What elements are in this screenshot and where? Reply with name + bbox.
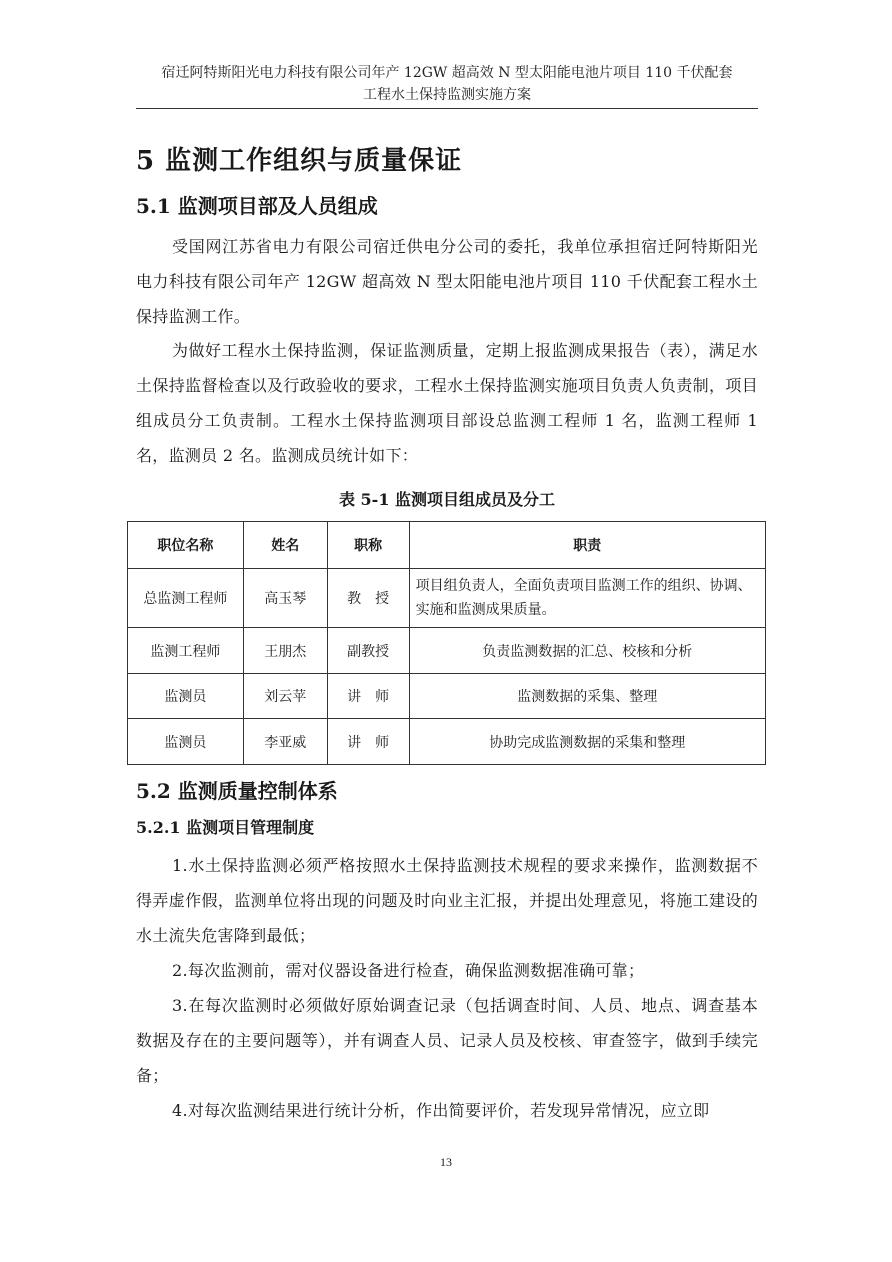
header-position: 职位名称	[128, 522, 244, 569]
table-caption: 表 5-1 监测项目组成员及分工	[338, 490, 556, 509]
cell-position: 监测工程师	[128, 628, 244, 674]
header-line-1: 宿迁阿特斯阳光电力科技有限公司年产 12GW 超高效 N 型太阳能电池片项目 110 千伏配套	[161, 65, 733, 81]
cell-name: 刘云苹	[243, 674, 327, 719]
cell-title: 讲 师	[327, 674, 409, 719]
cell-duty: 负责监测数据的汇总、校核和分析	[409, 628, 765, 674]
section-5-1-paragraph-2: 为做好工程水土保持监测，保证监测质量，定期上报监测成果报告（表），满足水土保持监督检查以及行政验收的要求，工程水土保持监测实施项目负责人负责制，项目组成员分工负责制。工程水土保持监测项目部设总监测工程师 1 名，监测工程师 1 名，监测员 2 名。监测成员统计如下：	[136, 341, 758, 465]
cell-position: 监测员	[128, 719, 244, 765]
cell-position: 监测员	[128, 674, 244, 719]
table-header-row	[128, 522, 766, 569]
cell-duty: 监测数据的采集、整理	[409, 674, 765, 719]
section-5-1-paragraph-1: 受国网江苏省电力有限公司宿迁供电分公司的委托，我单位承担宿迁阿特斯阳光电力科技有限公司年产 12GW 超高效 N 型太阳能电池片项目 110 千伏配套工程水土保持监测工作。	[136, 237, 758, 326]
cell-title: 教 授	[327, 569, 409, 628]
section-5-2-1-title: 5.2.1 监测项目管理制度	[136, 818, 315, 837]
rule-item-3: 3.在每次监测时必须做好原始调查记录（包括调查时间、人员、地点、调查基本数据及存在的主要问题等），并有调查人员、记录人员及校核、审查签字，做到手续完备；	[136, 996, 758, 1085]
rule-item-1: 1.水土保持监测必须严格按照水土保持监测技术规程的要求来操作，监测数据不得弄虚作假，监测单位将出现的问题及时向业主汇报，并提出处理意见，将施工建设的水土流失危害降到最低；	[136, 856, 758, 945]
cell-position: 总监测工程师	[128, 569, 244, 628]
cell-duty: 项目组负责人，全面负责项目监测工作的组织、协调、实施和监测成果质量。	[409, 569, 765, 628]
header-title: 职称	[327, 522, 409, 569]
header-line-2: 工程水土保持监测实施方案	[363, 87, 531, 103]
section-5-1-title: 5.1 监测项目部及人员组成	[136, 194, 378, 218]
section-5-2-title: 5.2 监测质量控制体系	[136, 779, 338, 803]
table-row	[128, 674, 766, 719]
staff-table	[127, 521, 766, 765]
cell-name: 高玉琴	[243, 569, 327, 628]
cell-title: 讲 师	[327, 719, 409, 765]
header-name: 姓名	[243, 522, 327, 569]
rule-item-4: 4.对每次监测结果进行统计分析，作出简要评价，若发现异常情况，应立即	[172, 1101, 710, 1120]
running-header	[136, 62, 758, 109]
cell-name: 王朋杰	[243, 628, 327, 674]
page-number: 13	[440, 1155, 452, 1169]
cell-title: 副教授	[327, 628, 409, 674]
cell-duty: 协助完成监测数据的采集和整理	[409, 719, 765, 765]
header-duty: 职责	[409, 522, 765, 569]
table-row	[128, 628, 766, 674]
cell-name: 李亚威	[243, 719, 327, 765]
rule-item-2: 2.每次监测前，需对仪器设备进行检查，确保监测数据准确可靠；	[172, 961, 645, 980]
table-row	[128, 719, 766, 765]
chapter-title: 5 监测工作组织与质量保证	[136, 146, 463, 176]
table-row	[128, 569, 766, 628]
